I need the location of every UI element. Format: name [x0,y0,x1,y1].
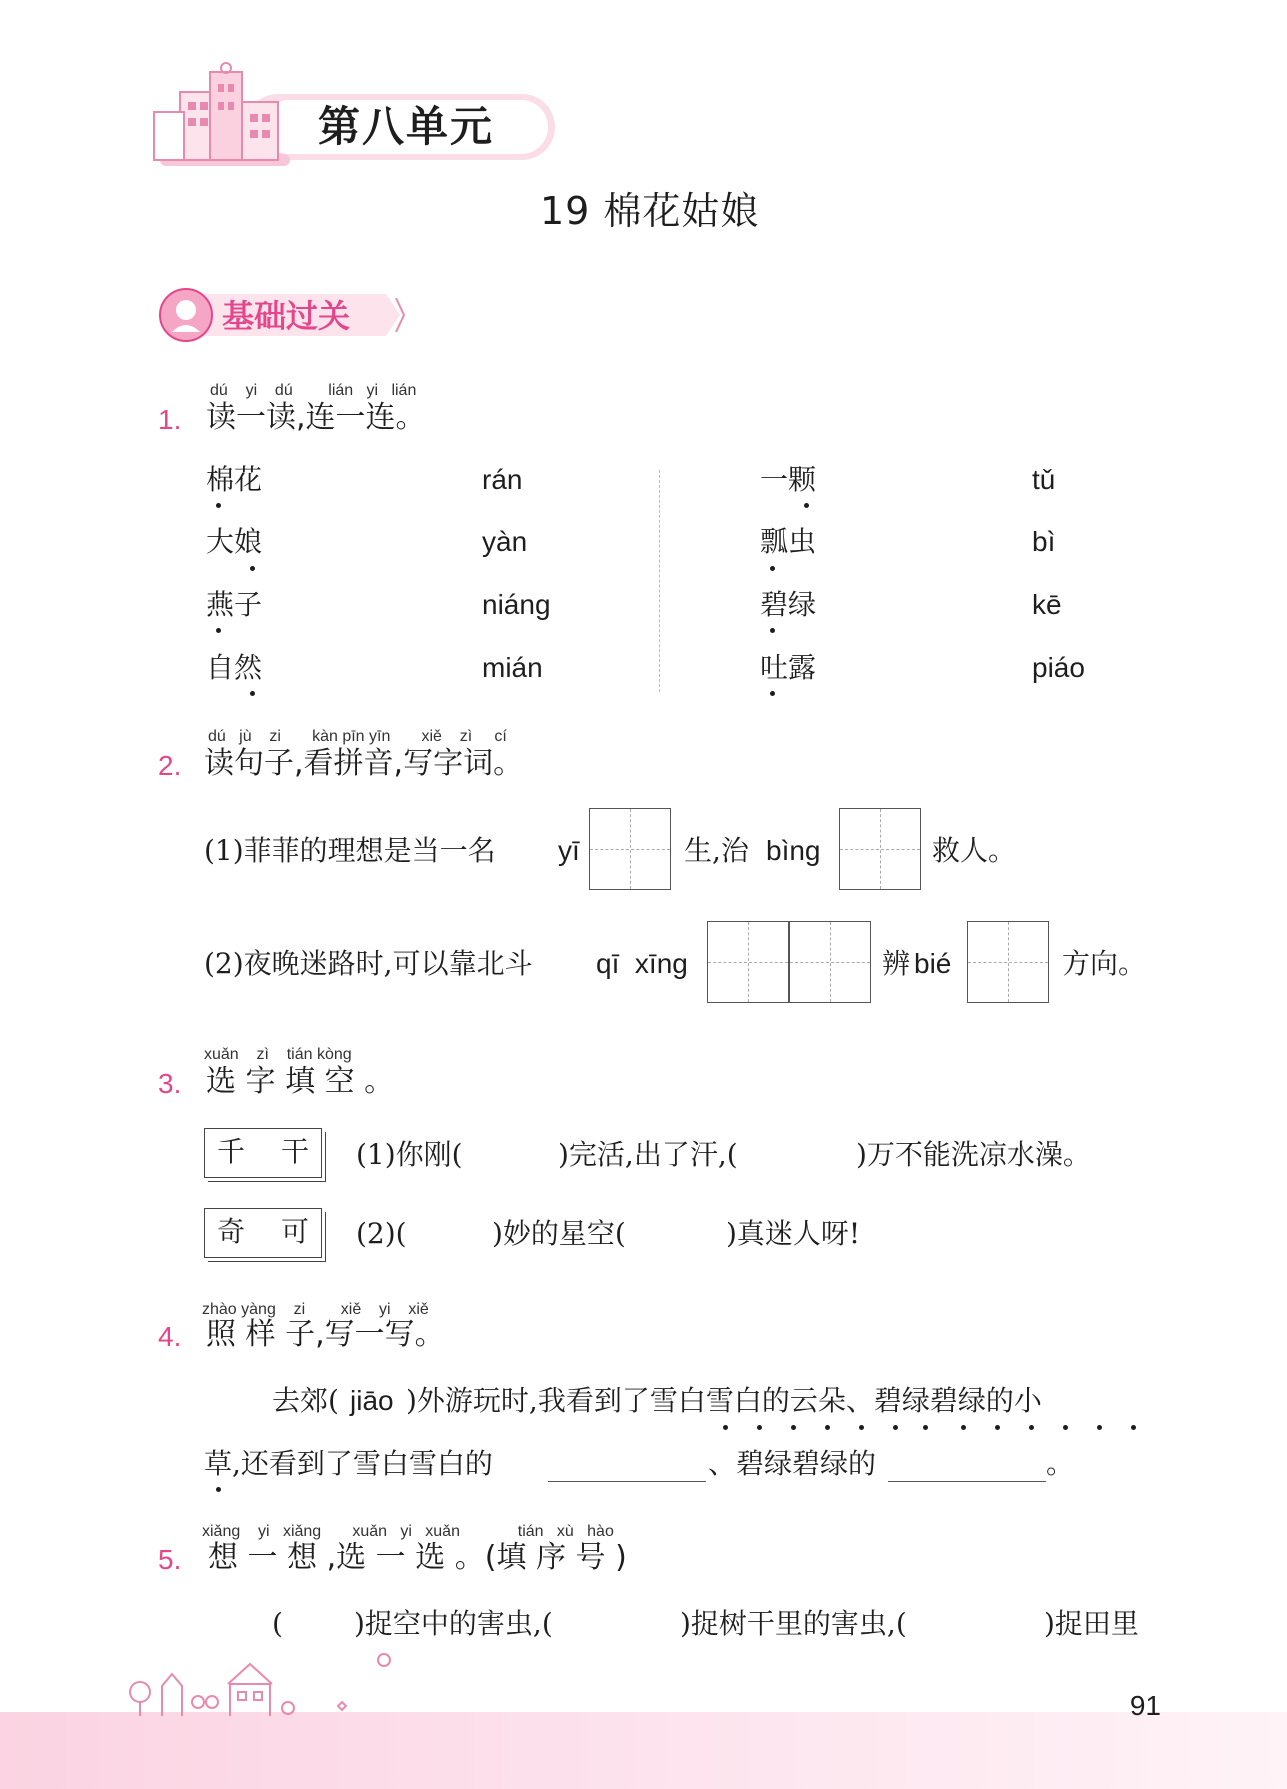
q3-choice-box-2 [204,1208,322,1258]
pinyin-syllable: xuǎn [425,1523,460,1540]
emphasis-dot [250,691,255,696]
writing-box[interactable] [789,921,871,1003]
pinyin-syllable: jù [239,728,252,745]
q1-pinyin-5[interactable]: tǔ [1032,464,1056,495]
emphasis-dot [859,1425,864,1430]
pinyin-syllable: zhào [202,1301,237,1318]
emphasis-dot [1029,1425,1034,1430]
q1-word-2[interactable]: 大娘 [206,525,263,558]
pinyin-syllable: xù [556,1523,574,1540]
pinyin-syllable: xiǎng [282,1523,322,1540]
q1-pinyin-2[interactable]: yàn [482,526,528,557]
pinyin-syllable: kòng [316,1046,352,1063]
q1-pinyin-7[interactable]: kē [1032,589,1062,620]
pinyin-syllable: kàn [312,728,338,745]
town-illustration-icon [120,1650,440,1720]
emphasis-dot [216,1487,221,1492]
pinyin-syllable: zì [459,728,473,745]
emphasis-dot [770,691,775,696]
emphasis-dot [770,566,775,571]
choice-char: 千 [217,1135,246,1168]
pinyin-syllable: yi [366,382,379,399]
emphasis-dot [770,628,775,633]
q4-prompt: 照 样 子,写一写。 [206,1317,445,1352]
pinyin-syllable: lián [328,382,354,399]
pinyin-syllable: xiǎng [202,1523,241,1540]
page-number: 91 [1129,1690,1161,1721]
pinyin-syllable: yi [258,1523,270,1540]
q2-sentence-2-pinyin-2: bié [914,948,952,979]
q4-number: 4. [158,1321,182,1352]
footer-band [0,1712,1287,1789]
emphasis-dot [723,1425,728,1430]
pinyin-syllable: yàng [241,1301,276,1318]
q1-pinyin-4[interactable]: mián [482,652,543,683]
q2-sentence-2-mid: 辨 [882,947,911,980]
writing-box[interactable] [967,921,1049,1003]
pinyin-syllable: pīn [342,728,365,745]
emphasis-dot [995,1425,1000,1430]
q5-pinyin [202,1523,614,1541]
q1-prompt: 读一读,连一连。 [206,400,426,435]
q1-pinyin-8[interactable]: piáo [1032,652,1085,683]
q1-pinyin-1[interactable]: rán [482,464,523,495]
q3-line-1-part-1: (1)你刚( [356,1138,463,1171]
q1-number: 1. [158,404,182,435]
section-label: 基础过关 [222,297,351,335]
q4-line-2-start: 草,还看到了雪白雪白的 [204,1447,493,1480]
unit-title: 第八单元 [318,102,495,151]
pinyin-syllable: xiě [421,728,442,745]
lesson-title: 19 棉花姑娘 [540,189,760,233]
emphasis-dot [250,566,255,571]
emphasis-dot [893,1425,898,1430]
q3-line-2-part-3: )真迷人呀! [726,1217,861,1250]
q1-word-6[interactable]: 瓢虫 [760,525,817,558]
q3-line-1-part-2: )完活,出了汗,( [558,1138,738,1171]
pinyin-syllable: dú [274,382,293,399]
emphasis-dot [757,1425,762,1430]
q3-line-1-part-3: )万不能洗凉水澡。 [856,1138,1091,1171]
emphasis-dot [216,628,221,633]
q1-word-5[interactable]: 一颗 [760,463,817,496]
pinyin-syllable: zi [269,728,281,745]
emphasis-dot [923,1425,928,1430]
q3-choice-box-1 [204,1128,322,1178]
q1-word-7[interactable]: 碧绿 [760,588,817,621]
q4-example-pinyin: jiāo [350,1385,394,1416]
pinyin-syllable: yīn [369,728,391,745]
q4-answer-blank-2[interactable] [888,1481,1046,1482]
q5-line-part-2: )捉空中的害虫,( [354,1607,553,1640]
pinyin-syllable: yi [400,1523,412,1540]
q1-pinyin [210,382,416,400]
pinyin-syllable: yi [245,382,258,399]
writing-box[interactable] [839,808,921,890]
q3-number: 3. [158,1068,182,1099]
emphasis-dot [1097,1425,1102,1430]
q2-sentence-1-end: 救人。 [932,834,1017,867]
q4-line-2-mid: 、碧绿碧绿的 [708,1447,877,1480]
q1-word-4[interactable]: 自然 [206,651,263,684]
q2-sentence-1-pinyin-2: bìng [766,835,821,866]
pinyin-syllable: zi [293,1301,306,1318]
pinyin-syllable: tián [286,1046,313,1063]
pinyin-syllable: dú [208,728,226,745]
q5-number: 5. [158,1544,182,1575]
pinyin-syllable: dú [210,382,228,399]
q3-pinyin [204,1046,352,1064]
q2-prompt: 读句子,看拼音,写字词。 [204,746,524,781]
emphasis-dot [961,1425,966,1430]
writing-box[interactable] [589,808,671,890]
q5-prompt: 想 一 想 ,选 一 选 。(填 序 号 ) [208,1540,627,1575]
q2-pinyin [208,728,507,746]
emphasis-dot [1063,1425,1068,1430]
pinyin-syllable: lián [391,382,417,399]
q4-example-rest: )外游玩时,我看到了雪白雪白的云朵、碧绿碧绿的小 [406,1384,1042,1417]
emphasis-dot [825,1425,830,1430]
q5-line-part-3: )捉树干里的害虫,( [680,1607,907,1640]
q4-answer-blank-1[interactable] [548,1481,706,1482]
choice-char: 干 [281,1135,310,1168]
pinyin-syllable: hào [587,1523,614,1540]
q1-pinyin-3[interactable]: niáng [482,589,551,620]
q5-line-part-4: )捉田里 [1044,1607,1139,1640]
q2-sentence-1-pinyin-1: yī [558,835,580,866]
building-illustration-icon [150,62,290,170]
pinyin-syllable: xuǎn [204,1046,239,1063]
q1-word-8[interactable]: 吐露 [760,651,817,684]
q2-sentence-1-start: (1)菲菲的理想是当一名 [204,834,496,867]
emphasis-dot [791,1425,796,1430]
q1-word-3[interactable]: 燕子 [206,588,263,621]
pinyin-syllable: xiě [408,1301,429,1318]
choice-char: 可 [281,1215,310,1248]
q5-line-part-1: ( [272,1607,283,1640]
q3-line-2-part-2: )妙的星空( [492,1217,626,1250]
column-divider [659,470,660,692]
emphasis-dot [804,503,809,508]
q3-line-2-part-1: (2)( [356,1217,407,1250]
emphasis-dot [1131,1425,1136,1430]
q2-number: 2. [158,750,182,781]
q2-sentence-1-mid: 生,治 [684,834,749,867]
emphasis-dot [216,503,221,508]
pinyin-syllable: tián [517,1523,544,1540]
pinyin-syllable: xuǎn [352,1523,388,1540]
q2-sentence-2-end: 方向。 [1062,947,1147,980]
q1-word-1[interactable]: 棉花 [206,463,263,496]
writing-box[interactable] [707,921,789,1003]
pinyin-syllable: zì [256,1046,269,1063]
q1-pinyin-6[interactable]: bì [1032,526,1056,557]
pinyin-syllable: cí [494,728,507,745]
q2-sentence-2-start: (2)夜晚迷路时,可以靠北斗 [204,947,533,980]
q4-example-start: 去郊( [272,1384,339,1417]
q2-sentence-2-pinyin-1: qī xīng [596,948,688,979]
choice-char: 奇 [217,1215,246,1248]
q4-line-2-end: 。 [1046,1447,1075,1480]
q3-prompt: 选 字 填 空 。 [206,1064,395,1099]
pinyin-syllable: yi [379,1301,391,1318]
pinyin-syllable: xiě [340,1301,362,1318]
